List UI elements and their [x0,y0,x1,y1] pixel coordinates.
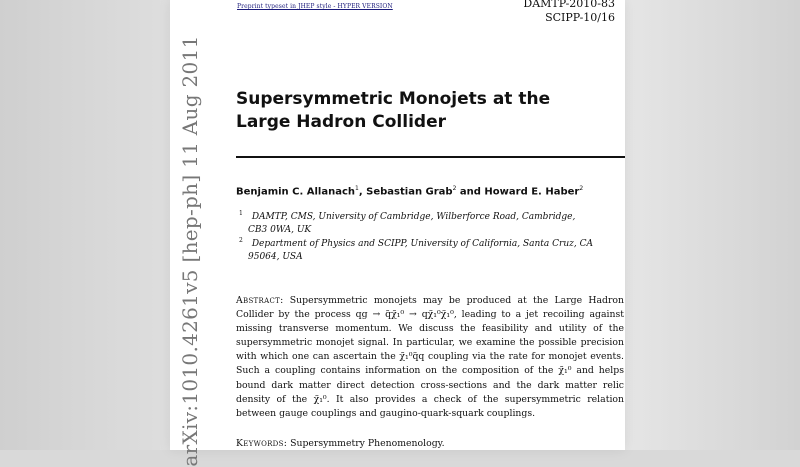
affiliation-2-sup: 2 [239,237,243,244]
preprint-note[interactable]: Preprint typeset in JHEP style - HYPER VERSION [237,3,393,10]
keywords [236,438,445,449]
affiliation-1 [239,207,593,237]
keywords-text: Supersymmetry Phenomenology. [290,438,445,449]
author-separator-2: and [456,186,485,198]
report-number-scipp: SCIPP-10/16 [545,11,615,24]
arxiv-stamp [170,35,210,467]
author-haber-sup: 2 [579,185,584,192]
author-haber: Howard E. Haber [484,186,580,198]
author-separator-1: , [358,186,367,198]
arxiv-stamp-text: arXiv:1010.4261v5 [hep-ph] 11 Aug 2011 [178,35,202,467]
paper-title: Supersymmetric Monojets at the Large Hadron Collider [236,89,551,132]
title-rule [236,156,625,158]
background-left [0,0,190,450]
report-number-damtp: DAMTP-2010-83 [523,0,615,10]
affiliation-1-sup: 1 [239,210,243,217]
background-right [620,0,800,450]
author-list [236,185,583,197]
author-allanach: Benjamin C. Allanach [236,186,356,198]
paper-page [170,0,625,467]
abstract-text: Supersymmetric monojets may be produced at the Large Hadron Collider by the process qg → q̃χ̃₁⁰ → qχ̃₁⁰χ̃₁⁰, leading to a jet recoiling against missing transverse momentum. We discuss the feasibility and utility of the supersymmetric monojet signal. In particular, we examine the possible precision with which one can ascertain the χ̃₁⁰q̃q coupling via the rate for monojet events. Such a coupling contains information on the composition of the χ̃₁⁰ and helps bound dark matter direct detection cross-sections and the dark matter relic density of the χ̃₁⁰. It also provides a check of the supersymmetric relation between gauge couplings and gaugino-quark-squark couplings. [236,295,624,419]
abstract-label: Abstract: [236,295,284,306]
report-numbers [523,0,615,25]
author-grab-sup: 2 [452,185,457,192]
author-grab: Sebastian Grab [366,186,453,198]
abstract [236,294,624,421]
affiliation-1-text: DAMTP, CMS, University of Cambridge, Wilberforce Road, Cambridge, CB3 0WA, UK [248,212,576,235]
affiliation-2-text: Department of Physics and SCIPP, University of California, Santa Cruz, CA 95064, USA [248,239,593,262]
keywords-label: Keywords: [236,438,288,449]
author-allanach-sup: 1 [355,185,359,192]
affiliation-2 [239,234,593,264]
